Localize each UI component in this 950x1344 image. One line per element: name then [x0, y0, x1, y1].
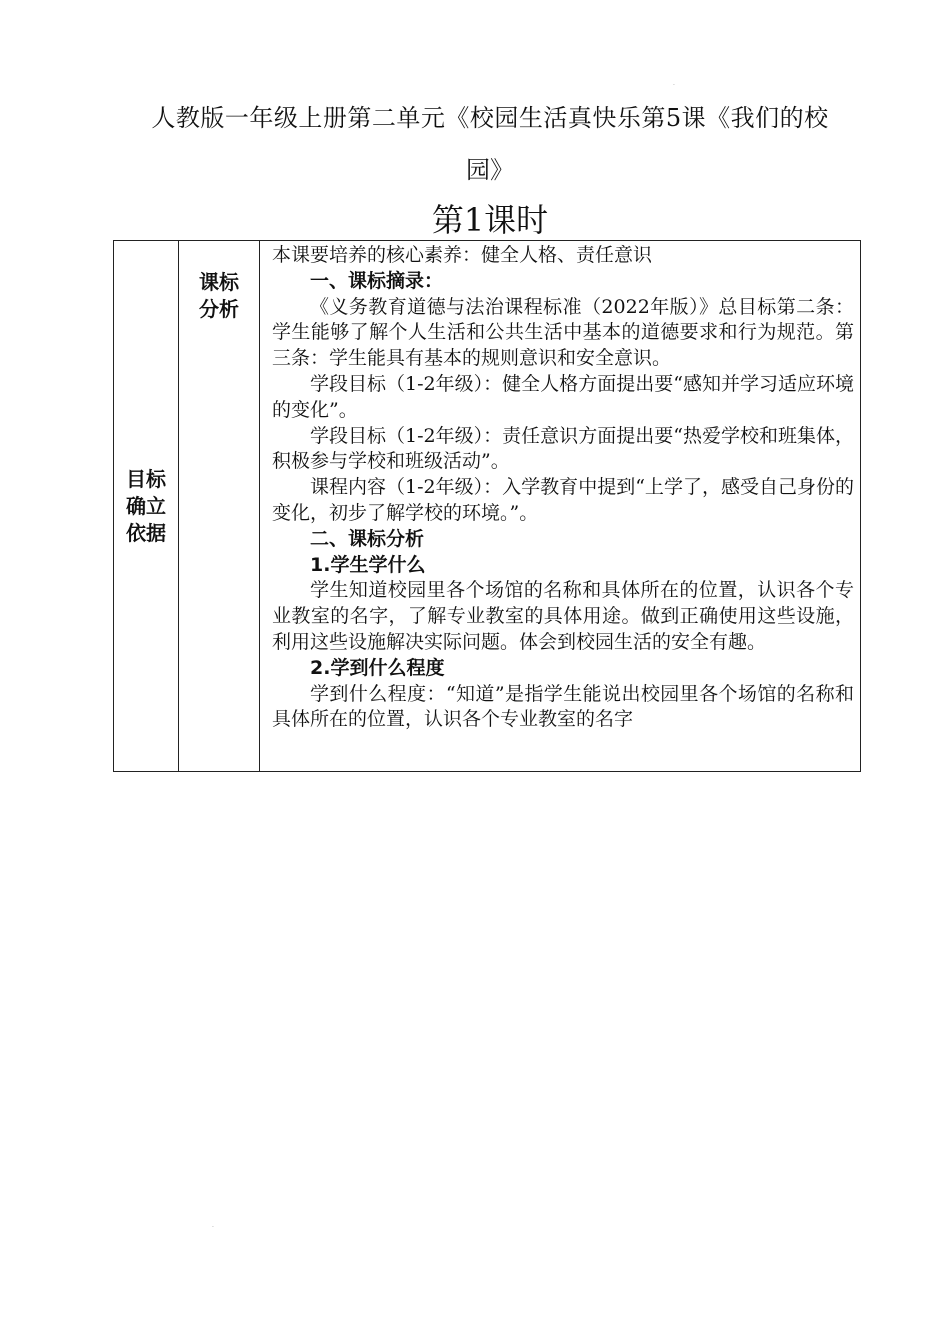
- section-heading-analysis: 二、课标分析: [310, 527, 425, 550]
- subheader-line: 课标: [199, 270, 239, 294]
- paragraph-what-to-learn: 学生知道校园里各个场馆的名称和具体所在的位置，认识各个专业教室的名字，了解专业教室的具体用途。做到正确使用这些设施，利用这些设施解决实际问题。体会到校园生活的安全有趣。: [272, 579, 854, 653]
- row-header-line: 确立: [126, 493, 166, 518]
- content-cell: [260, 241, 861, 772]
- section-heading-excerpt: 一、课标摘录：: [310, 269, 444, 292]
- row-header-line: 目标: [126, 466, 166, 491]
- lesson-subtitle: 第1课时: [431, 201, 549, 239]
- row-header-cell: [114, 241, 179, 772]
- paragraph-standard: 《义务教育道德与法治课程标准（2022年版）》总目标第二条：学生能够了解个人生活和公共生活中基本的道德要求和行为规范。第三条：学生能具有基本的规则意识和安全意识。: [272, 295, 854, 370]
- table-row: [114, 241, 861, 772]
- document-title-continued: 园》: [466, 156, 514, 184]
- subheading-what-to-learn: 1.学生学什么: [310, 553, 426, 576]
- document-title: 人教版一年级上册第二单元《校园生活真快乐第5课《我们的校: [151, 104, 829, 132]
- paragraph-goal-personality: 学段目标（1-2年级）：健全人格方面提出要“感知并学习适应环境的变化”。: [272, 372, 854, 421]
- row-header-line: 依据: [126, 520, 166, 545]
- paragraph-goal-responsibility: 学段目标（1-2年级）：责任意识方面提出要“热爱学校和班集体，积极参与学校和班级活动”。: [272, 424, 854, 473]
- subheader-line: 分析: [199, 297, 239, 321]
- scan-mark: .: [212, 1222, 214, 1229]
- row-header: [114, 466, 178, 547]
- subheader: [179, 269, 259, 323]
- objectives-table: [113, 240, 861, 772]
- paragraph-course-content: 课程内容（1-2年级）：入学教育中提到“上学了，感受自己身份的变化，初步了解学校的环境。”。: [272, 476, 854, 524]
- paragraph-learning-level: 学到什么程度：“知道”是指学生能说出校园里各个场馆的名称和具体所在的位置，认识各个专业教室的名字: [272, 682, 854, 731]
- scan-mark: .: [673, 80, 675, 87]
- subheader-cell: [179, 241, 260, 772]
- subheading-learning-level: 2.学到什么程度: [310, 656, 445, 679]
- core-literacy-text: 本课要培养的核心素养：健全人格、责任意识: [272, 244, 653, 266]
